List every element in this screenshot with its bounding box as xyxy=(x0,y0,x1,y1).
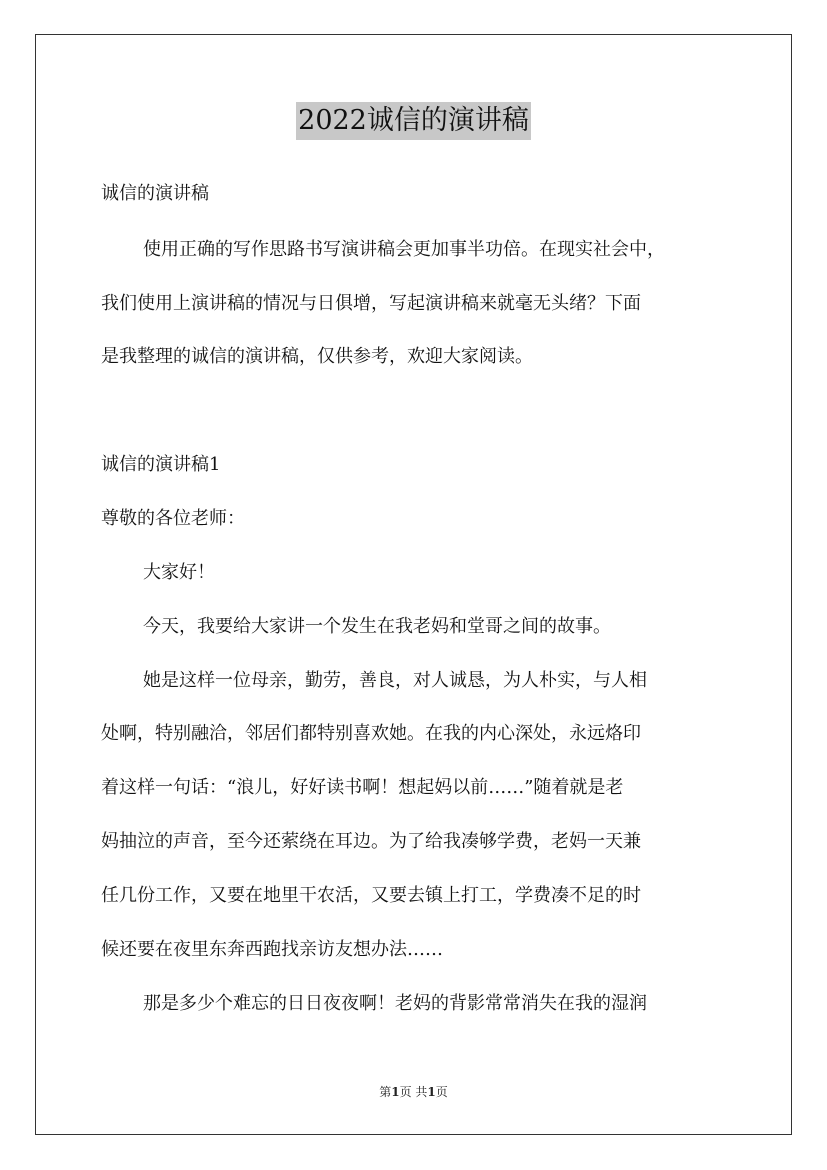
paragraph-line: 使用正确的写作思路书写演讲稿会更加事半功倍。在现实社会中， xyxy=(143,239,665,260)
footer-suffix: 页 xyxy=(435,1085,448,1099)
greeting: 大家好！ xyxy=(143,562,215,583)
page-footer xyxy=(0,1083,827,1100)
salutation: 尊敬的各位老师： xyxy=(101,508,245,529)
paragraph-line: 任几份工作，又要在地里干农活，又要去镇上打工，学费凑不足的时 xyxy=(101,885,641,906)
footer-page-number: 1 xyxy=(391,1085,400,1099)
paragraph-line: 候还要在夜里东奔西跑找亲访友想办法…… xyxy=(101,939,443,960)
footer-mid: 页 共 xyxy=(399,1085,428,1099)
paragraph-line: 今天，我要给大家讲一个发生在我老妈和堂哥之间的故事。 xyxy=(143,616,611,637)
footer-prefix: 第 xyxy=(379,1085,392,1099)
subtitle-line: 诚信的演讲稿 xyxy=(101,183,209,204)
title-block xyxy=(0,102,827,140)
paragraph-line: 处啊，特别融洽，邻居们都特别喜欢她。在我的内心深处，永远烙印 xyxy=(101,723,641,744)
footer-total-pages: 1 xyxy=(427,1085,436,1099)
section-heading: 诚信的演讲稿1 xyxy=(101,454,221,475)
paragraph-line: 着这样一句话：“浪儿，好好读书啊！想起妈以前……”随着就是老 xyxy=(101,777,624,798)
paragraph-line: 是我整理的诚信的演讲稿，仅供参考，欢迎大家阅读。 xyxy=(101,346,533,367)
paragraph-line: 那是多少个难忘的日日夜夜啊！老妈的背影常常消失在我的湿润 xyxy=(143,993,647,1014)
paragraph-line: 妈抽泣的声音，至今还萦绕在耳边。为了给我凑够学费，老妈一天兼 xyxy=(101,831,641,852)
paragraph-line: 她是这样一位母亲，勤劳，善良，对人诚恳，为人朴实，与人相 xyxy=(143,670,647,691)
document-title: 2022诚信的演讲稿 xyxy=(296,102,531,140)
paragraph-line: 我们使用上演讲稿的情况与日俱增，写起演讲稿来就毫无头绪？下面 xyxy=(101,293,641,314)
